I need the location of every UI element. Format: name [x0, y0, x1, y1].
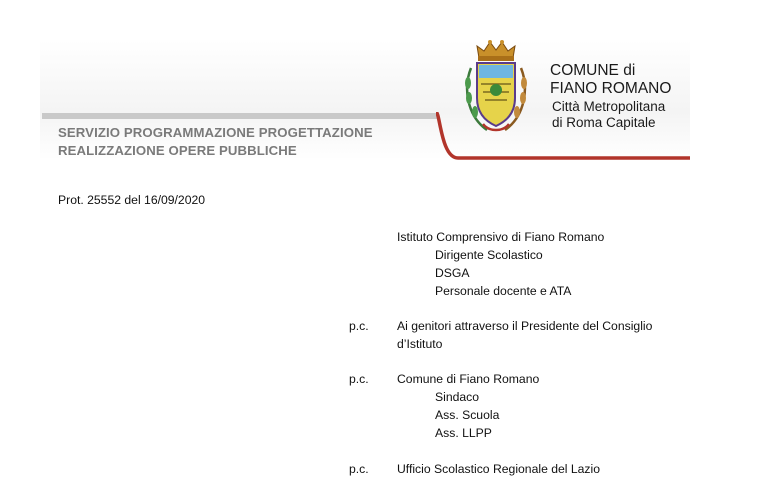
cc3-name: Ufficio Scolastico Regionale del Lazio	[397, 462, 601, 476]
comune-subtitle-line2: di Roma Capitale	[552, 115, 656, 130]
cc1-line2: d’Istituto	[397, 337, 443, 351]
recipient-primary-name: Istituto Comprensivo di Fiano Romano	[397, 230, 605, 244]
fiano-romano-crest-icon	[457, 38, 535, 138]
cc2-item: Ass. LLPP	[435, 426, 492, 440]
comune-title-line1: COMUNE di	[550, 62, 636, 79]
recipient-primary-item: Dirigente Scolastico	[435, 248, 543, 262]
recipient-primary-item: DSGA	[435, 266, 470, 280]
cc-prefix: p.c.	[349, 372, 369, 386]
cc2-item: Sindaco	[435, 390, 480, 404]
gray-header-rule	[42, 113, 437, 119]
cc2-item: Ass. Scuola	[435, 408, 500, 422]
recipient-primary-item: Personale docente e ATA	[435, 284, 572, 298]
cc-prefix: p.c.	[349, 462, 369, 476]
protocol-number: Prot. 25552 del 16/09/2020	[58, 193, 206, 207]
cc1-line1: Ai genitori attraverso il Presidente del Consiglio	[397, 319, 653, 333]
cc2-name: Comune di Fiano Romano	[397, 372, 540, 386]
comune-subtitle-line1: Città Metropolitana	[552, 99, 666, 114]
comune-title-line2: FIANO ROMANO	[550, 80, 672, 97]
service-title-line1: SERVIZIO PROGRAMMAZIONE PROGETTAZIONE	[58, 125, 373, 140]
service-title-line2: REALIZZAZIONE OPERE PUBBLICHE	[58, 143, 297, 158]
cc-prefix: p.c.	[349, 319, 369, 333]
